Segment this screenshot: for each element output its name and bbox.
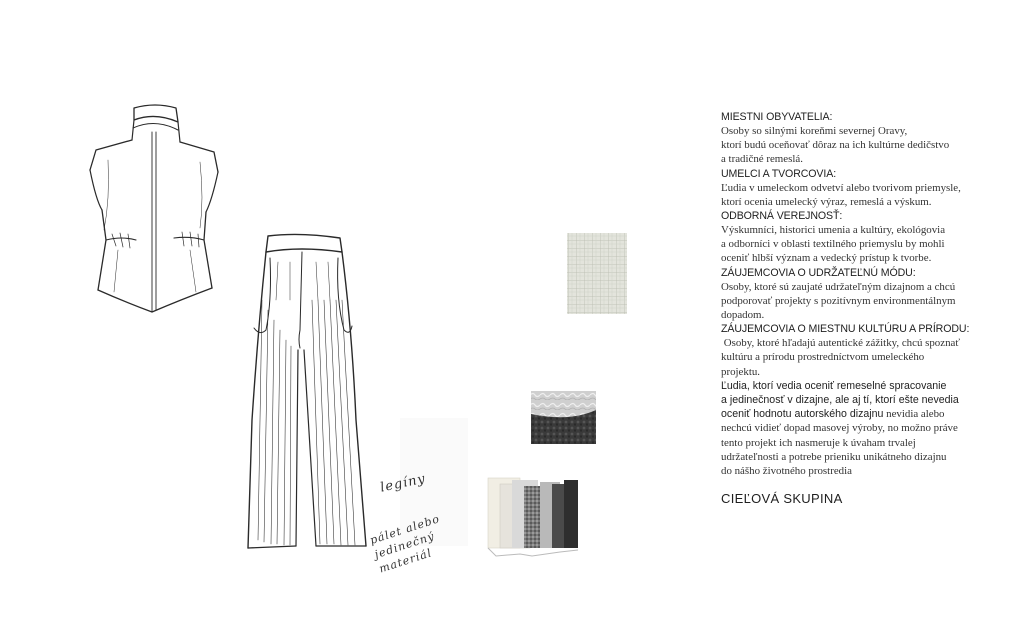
material-note: pálet alebo jedinečný materiál — [368, 512, 442, 576]
plaid-fabric-swatch — [567, 233, 627, 314]
trousers-sketch — [248, 234, 366, 548]
lead-line-text: oceniť hodnotu autorského dizajnu — [721, 408, 884, 421]
closing-line: do nášho životného prostredia — [721, 465, 852, 478]
section-heading: ZÁUJEMCOVIA O MIESTNU KULTÚRU A PRÍRODU: — [721, 323, 970, 336]
section-line: Osoby, ktoré sú zaujaté udržateľným dizajnom a chcú — [721, 280, 956, 293]
section-line: ktorí ocenia umelecký výraz, remeslá a výskum. — [721, 195, 932, 208]
lead-line: a jedinečnosť v dizajne, ale aj tí, ktorí ešte nevedia — [721, 394, 959, 407]
leggings-note: legíny — [378, 471, 428, 496]
section-heading: ZÁUJEMCOVIA O UDRŽATEĽNÚ MÓDU: — [721, 266, 916, 279]
section-line: ktorí budú oceňovať dôraz na ich kultúrne dedičstvo — [721, 139, 950, 152]
closing-line: udržateľnosti a potrebe prieniku unikátneho dizajnu — [721, 450, 947, 463]
section-line: a tradičné remeslá. — [721, 153, 803, 166]
closing-line: tento projekt ich nasmeruje k úvaham trvalej — [721, 436, 916, 449]
vest-sketch — [90, 105, 218, 312]
closing-line: nechcú vidieť dopad masovej výroby, no možno práve — [721, 422, 958, 435]
section-line: a odborníci v oblasti textilného priemyslu by mohli — [721, 238, 945, 251]
section-heading: ODBORNÁ VEREJNOSŤ: — [721, 210, 843, 223]
lead-line — [721, 407, 1017, 421]
section-heading: UMELCI A TVORCOVIA: — [721, 167, 837, 180]
page-title: CIEĽOVÁ SKUPINA — [721, 491, 843, 507]
section-line: oceniť hlbší význam a vedecký prístup k tvorbe. — [721, 252, 932, 265]
lead-line: Ľudia, ktorí vedia oceniť remeselné spracovanie — [721, 379, 947, 392]
lead-line-tail: nevidia alebo — [883, 408, 945, 421]
section-line: Osoby, ktoré hľadajú autentické zážitky, chcú spoznať — [721, 337, 961, 350]
section-heading: MIESTNI OBYVATELIA: — [721, 111, 833, 123]
section-line: Ľudia v umeleckom odvetví alebo tvorivom priemysle, — [721, 181, 961, 194]
section-line: projektu. — [721, 365, 761, 378]
fleece-fabric-swatch — [531, 391, 596, 444]
section-line: podporovať projekty s pozitívnym environmentálnym — [721, 294, 956, 307]
section-line: Výskumníci, historici umenia a kultúry, ekológovia — [721, 224, 946, 237]
section-line: Osoby so silnými koreňmi severnej Oravy, — [721, 125, 908, 137]
target-group-text — [721, 110, 1017, 506]
section-line: dopadom. — [721, 309, 765, 322]
fabric-strips-swatch — [488, 478, 578, 556]
section-line: kultúru a prírodu prostredníctvom umeleckého — [721, 351, 925, 364]
